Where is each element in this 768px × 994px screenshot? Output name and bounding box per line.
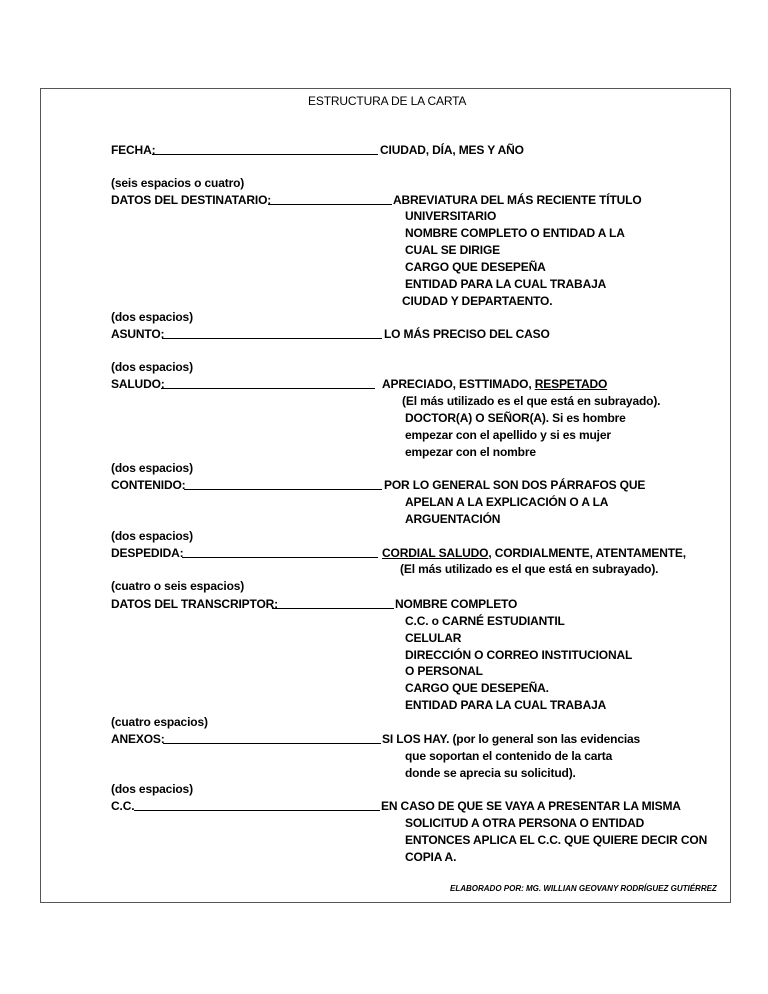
fecha-label: FECHA:: [111, 143, 156, 157]
destinatario-line: ENTIDAD PARA LA CUAL TRABAJA: [405, 277, 607, 291]
page-title: ESTRUCTURA DE LA CARTA: [308, 94, 467, 108]
cc-blank-line: [134, 799, 380, 811]
author-footer: ELABORADO POR: MG. WILLIAN GEOVANY RODRÍGUEZ GUTIÉRREZ: [450, 884, 717, 893]
despedida-value-b: , CORDIALMENTE, ATENTAMENTE,: [488, 546, 686, 560]
asunto-note: (dos espacios): [111, 310, 193, 324]
despedida-value: [382, 546, 686, 561]
anexos-note: (cuatro espacios): [111, 715, 208, 729]
saludo-note: (dos espacios): [111, 360, 193, 374]
cc-line: ENTONCES APLICA EL C.C. QUE QUIERE DECIR CON: [405, 833, 708, 847]
contenido-label: CONTENIDO:: [111, 478, 186, 492]
destinatario-note: (seis espacios o cuatro): [111, 176, 245, 190]
saludo-blank-line: [161, 377, 375, 389]
destinatario-line: UNIVERSITARIO: [405, 209, 497, 223]
contenido-line: ARGUENTACIÓN: [405, 512, 501, 526]
saludo-line: (El más utilizado es el que está en subrayado).: [402, 394, 661, 408]
transcriptor-blank-line: [272, 597, 394, 609]
transcriptor-line: O PERSONAL: [405, 664, 483, 678]
saludo-label: SALUDO:: [111, 377, 165, 391]
destinatario-label: DATOS DEL DESTINATARIO:: [111, 193, 272, 207]
destinatario-line: CARGO QUE DESEPEÑA: [405, 260, 546, 274]
document-frame: [40, 88, 731, 903]
destinatario-line: CIUDAD Y DEPARTAENTO.: [402, 294, 553, 308]
anexos-label: ANEXOS:: [111, 732, 165, 746]
destinatario-first: ABREVIATURA DEL MÁS RECIENTE TÍTULO: [393, 193, 642, 207]
despedida-line: (El más utilizado es el que está en subrayado).: [400, 562, 659, 576]
saludo-value: [382, 377, 607, 392]
saludo-value-a: APRECIADO, ESTTIMADO,: [382, 377, 535, 391]
saludo-line: empezar con el nombre: [405, 445, 536, 459]
cc-line: SOLICITUD A OTRA PERSONA O ENTIDAD: [405, 816, 645, 830]
asunto-blank-line: [162, 327, 382, 339]
destinatario-line: NOMBRE COMPLETO O ENTIDAD A LA: [405, 226, 625, 240]
transcriptor-line: ENTIDAD PARA LA CUAL TRABAJA: [405, 698, 607, 712]
despedida-blank-line: [182, 546, 378, 558]
asunto-label: ASUNTO:: [111, 327, 165, 341]
transcriptor-note: (cuatro o seis espacios): [111, 579, 245, 593]
cc-label: C.C.: [111, 799, 135, 813]
saludo-line: DOCTOR(A) O SEÑOR(A). Si es hombre: [405, 411, 626, 425]
contenido-blank-line: [184, 478, 382, 490]
saludo-value-underlined: RESPETADO: [534, 377, 608, 391]
destinatario-line: CUAL SE DIRIGE: [405, 243, 501, 257]
cc-value: EN CASO DE QUE SE VAYA A PRESENTAR LA MISMA: [381, 799, 681, 813]
transcriptor-label: DATOS DEL TRANSCRIPTOR:: [111, 597, 279, 611]
destinatario-blank-line: [268, 193, 392, 205]
cc-line: COPIA A.: [405, 850, 457, 864]
asunto-value: LO MÁS PRECISO DEL CASO: [384, 327, 550, 341]
fecha-blank-line: [152, 143, 378, 155]
transcriptor-line: CELULAR: [405, 631, 462, 645]
anexos-blank-line: [163, 732, 381, 744]
contenido-value: POR LO GENERAL SON DOS PÁRRAFOS QUE: [384, 478, 646, 492]
despedida-label: DESPEDIDA:: [111, 546, 184, 560]
contenido-line: APELAN A LA EXPLICACIÓN O A LA: [405, 495, 609, 509]
fecha-value: CIUDAD, DÍA, MES Y AÑO: [380, 143, 524, 157]
transcriptor-line: C.C. o CARNÉ ESTUDIANTIL: [405, 614, 565, 628]
anexos-line: que soportan el contenido de la carta: [405, 749, 613, 763]
transcriptor-value: NOMBRE COMPLETO: [395, 597, 518, 611]
despedida-value-underlined: CORDIAL SALUDO: [382, 546, 489, 560]
anexos-line: donde se aprecia su solicitud).: [405, 766, 576, 780]
despedida-note: (dos espacios): [111, 529, 193, 543]
transcriptor-line: DIRECCIÓN O CORREO INSTITUCIONAL: [405, 648, 633, 662]
contenido-note: (dos espacios): [111, 461, 193, 475]
transcriptor-line: CARGO QUE DESEPEÑA.: [405, 681, 549, 695]
saludo-line: empezar con el apellido y si es mujer: [405, 428, 611, 442]
anexos-value: SI LOS HAY. (por lo general son las evidencias: [382, 732, 641, 746]
cc-note: (dos espacios): [111, 782, 193, 796]
